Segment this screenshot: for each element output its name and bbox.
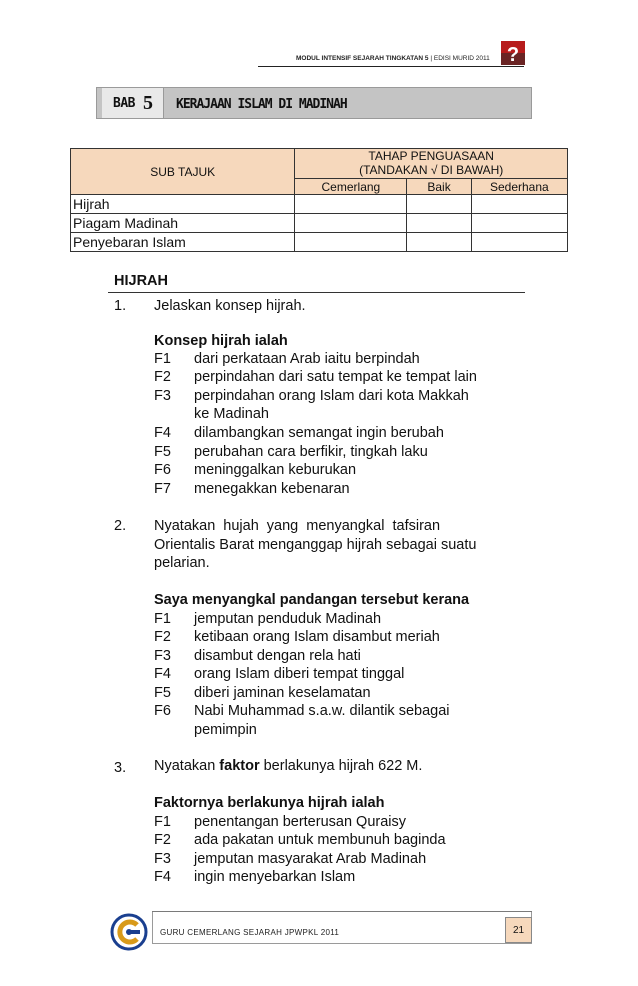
- tandakan-header: (TANDAKAN √ DI BAWAH): [295, 163, 568, 179]
- point-code: F4: [154, 869, 171, 885]
- question-number: 3.: [114, 760, 127, 776]
- point-code: F2: [154, 832, 171, 848]
- point-text: ingin menyebarkan Islam: [194, 869, 356, 885]
- checkbox-cell[interactable]: [471, 214, 567, 233]
- point-text: ada pakatan untuk membunuh baginda: [194, 832, 446, 848]
- point-code: F3: [154, 648, 171, 664]
- checkbox-cell[interactable]: [295, 214, 407, 233]
- point-code: F2: [154, 629, 171, 645]
- question-text: Jelaskan konsep hijrah.: [154, 298, 306, 314]
- point-code: F4: [154, 666, 171, 682]
- point-text: perpindahan dari satu tempat ke tempat lain: [194, 369, 477, 385]
- chapter-number: 5: [143, 92, 153, 114]
- footer-text: GURU CEMERLANG SEJARAH JPWPKL 2011: [160, 928, 340, 937]
- question-number: 1.: [114, 298, 127, 314]
- point-code: F7: [154, 481, 171, 497]
- section-rule: [108, 292, 525, 293]
- page-number: 21: [505, 917, 532, 943]
- point-text: dilambangkan semangat ingin berubah: [194, 425, 444, 441]
- question-keyword: faktor: [219, 758, 260, 774]
- checkbox-cell[interactable]: [407, 233, 471, 252]
- answer-heading: Faktornya berlakunya hijrah ialah: [154, 795, 385, 811]
- checkbox-cell[interactable]: [407, 195, 471, 214]
- sub-tajuk-header: SUB TAJUK: [71, 149, 295, 195]
- question-text: Nyatakan hujah yang menyangkal tafsiran: [154, 518, 441, 534]
- point-text: dari perkataan Arab iaitu berpindah: [194, 351, 420, 367]
- bab-label: BAB: [113, 96, 135, 111]
- point-text: Nabi Muhammad s.a.w. dilantik sebagai: [194, 703, 450, 719]
- point-text: perubahan cara berfikir, tingkah laku: [194, 444, 428, 460]
- point-text-continued: ke Madinah: [194, 406, 269, 422]
- svg-text:?: ?: [506, 44, 520, 65]
- table-row: [71, 233, 568, 252]
- level-baik: Baik: [407, 179, 471, 195]
- point-code: F5: [154, 685, 171, 701]
- tahap-header: TAHAP PENGUASAAN: [295, 149, 568, 164]
- level-sederhana: Sederhana: [471, 179, 567, 195]
- question-text: pelarian.: [154, 555, 210, 571]
- question-mark-icon: [501, 41, 525, 65]
- module-header: [296, 55, 490, 62]
- question-text-post: berlakunya hijrah 622 M.: [259, 758, 423, 774]
- guru-cemerlang-logo: [110, 913, 148, 951]
- section-title: HIJRAH: [114, 273, 168, 289]
- header-separator: |: [430, 55, 433, 62]
- answer-heading: Konsep hijrah ialah: [154, 333, 288, 349]
- question-text: [154, 757, 422, 775]
- point-text: meninggalkan keburukan: [194, 462, 357, 478]
- table-row: [71, 214, 568, 233]
- checkbox-cell[interactable]: [407, 214, 471, 233]
- checkbox-cell[interactable]: [295, 233, 407, 252]
- chapter-title: KERAJAAN ISLAM DI MADINAH: [176, 97, 347, 112]
- checkbox-cell[interactable]: [295, 195, 407, 214]
- row-label: Piagam Madinah: [71, 214, 295, 233]
- point-code: F3: [154, 388, 171, 404]
- checkbox-cell[interactable]: [471, 195, 567, 214]
- point-text: jemputan masyarakat Arab Madinah: [194, 851, 427, 867]
- point-text: disambut dengan rela hati: [194, 648, 361, 664]
- point-code: F5: [154, 444, 171, 460]
- point-text: ketibaan orang Islam disambut meriah: [194, 629, 440, 645]
- point-code: F1: [154, 351, 171, 367]
- question-text: Orientalis Barat menganggap hijrah sebagai suatu: [154, 537, 477, 553]
- question-number: 2.: [114, 518, 127, 534]
- point-code: F6: [154, 462, 171, 478]
- question-text-pre: Nyatakan: [154, 758, 220, 774]
- point-text: orang Islam diberi tempat tinggal: [194, 666, 405, 682]
- row-label: Hijrah: [71, 195, 295, 214]
- point-text: diberi jaminan keselamatan: [194, 685, 371, 701]
- point-text: perpindahan orang Islam dari kota Makkah: [194, 388, 469, 404]
- point-code: F6: [154, 703, 171, 719]
- point-text: menegakkan kebenaran: [194, 481, 350, 497]
- point-text: penentangan berterusan Quraisy: [194, 814, 407, 830]
- point-code: F3: [154, 851, 171, 867]
- point-code: F1: [154, 611, 171, 627]
- table-row: [71, 195, 568, 214]
- answer-heading: Saya menyangkal pandangan tersebut kerana: [154, 592, 470, 608]
- mastery-table: [70, 148, 568, 252]
- row-label: Penyebaran Islam: [71, 233, 295, 252]
- point-text: jemputan penduduk Madinah: [194, 611, 382, 627]
- point-code: F1: [154, 814, 171, 830]
- header-rule: [258, 66, 524, 67]
- edition-label: EDISI MURID 2011: [433, 55, 490, 62]
- point-text-continued: pemimpin: [194, 722, 257, 738]
- level-cemerlang: Cemerlang: [295, 179, 407, 195]
- module-title: MODUL INTENSIF SEJARAH TINGKATAN 5: [296, 55, 429, 62]
- point-code: F2: [154, 369, 171, 385]
- point-code: F4: [154, 425, 171, 441]
- checkbox-cell[interactable]: [471, 233, 567, 252]
